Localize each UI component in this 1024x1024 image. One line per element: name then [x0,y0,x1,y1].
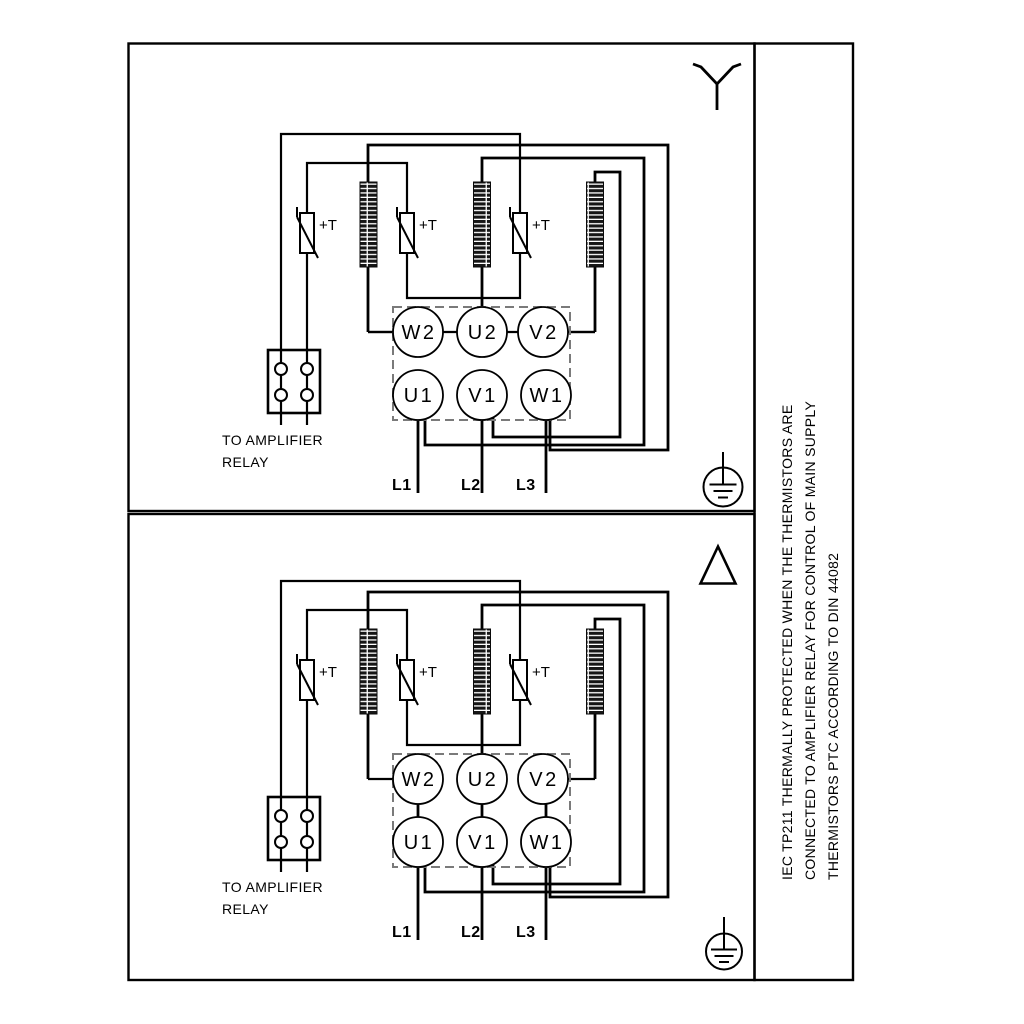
relay-pin [275,810,287,822]
thermistor-label: +T [532,217,550,234]
thermistor-symbol-1 [297,654,318,705]
relay-pin [275,389,287,401]
star-icon-arms [693,64,741,84]
supply-label-l1: L1 [392,924,412,941]
delta-connection-icon [701,547,736,584]
relay-pin [301,363,313,375]
relay-caption-line1: TO AMPLIFIER [222,432,324,448]
winding-symbol-2 [474,629,491,714]
relay-pin [301,389,313,401]
terminal-block [393,307,571,420]
winding-symbol-1 [360,182,377,267]
thermistor-label: +T [419,664,437,681]
supply-label-l2: L2 [461,477,481,494]
panel-star [222,64,743,507]
panel-delta [222,547,742,970]
side-note [779,401,841,880]
thermistor-label: +T [532,664,550,681]
relay-pin [301,810,313,822]
relay-connector-box [268,797,320,860]
thermistor-symbol-1 [297,207,318,258]
terminal-label: V1 [468,832,498,854]
ground-icon [706,917,742,970]
supply-label-l3: L3 [516,477,536,494]
side-note-line3: THERMISTORS PTC ACCORDING TO DIN 44082 [825,552,841,880]
thermistor-label: +T [419,217,437,234]
winding-symbol-1 [360,629,377,714]
terminal-label: W2 [401,322,437,344]
ground-icon [704,452,743,507]
thermistor-label: +T [319,217,337,234]
supply-label-l3: L3 [516,924,536,941]
terminal-label: W2 [401,769,437,791]
relay-caption-line2: RELAY [222,901,269,917]
terminal-label: V1 [468,385,498,407]
relay-connector-box [268,350,320,413]
terminal-label: V2 [529,769,559,791]
thermistor-label: +T [319,664,337,681]
terminal-label: U2 [467,769,499,791]
winding-symbol-2 [474,182,491,267]
relay-pin [275,836,287,848]
terminal-label: W1 [529,832,565,854]
thermistor-symbol-2 [397,654,418,705]
amplifier-relay-connector [268,797,320,860]
relay-caption-line1: TO AMPLIFIER [222,879,324,895]
thermistor-symbol-3 [510,207,531,258]
relay-caption-line2: RELAY [222,454,269,470]
terminal-label: V2 [529,322,559,344]
side-note-line2: CONNECTED TO AMPLIFIER RELAY FOR CONTROL OF MAIN SUPPLY [802,400,818,880]
terminal-label: W1 [529,385,565,407]
amplifier-relay-connector [268,350,320,413]
side-note-line1: IEC TP211 THERMALLY PROTECTED WHEN THE THERMISTORS ARE [779,404,795,880]
terminal-label: U1 [403,385,435,407]
winding-symbol-3 [587,182,604,267]
terminal-label: U2 [467,322,499,344]
star-connection-icon [693,64,741,110]
motor-windings [360,629,604,714]
relay-pin [301,836,313,848]
thermistor-symbol-2 [397,207,418,258]
supply-label-l1: L1 [392,477,412,494]
winding-symbol-3 [587,629,604,714]
terminal-label: U1 [403,832,435,854]
motor-windings [360,182,604,267]
relay-pin [275,363,287,375]
thermistor-symbol-3 [510,654,531,705]
supply-label-l2: L2 [461,924,481,941]
